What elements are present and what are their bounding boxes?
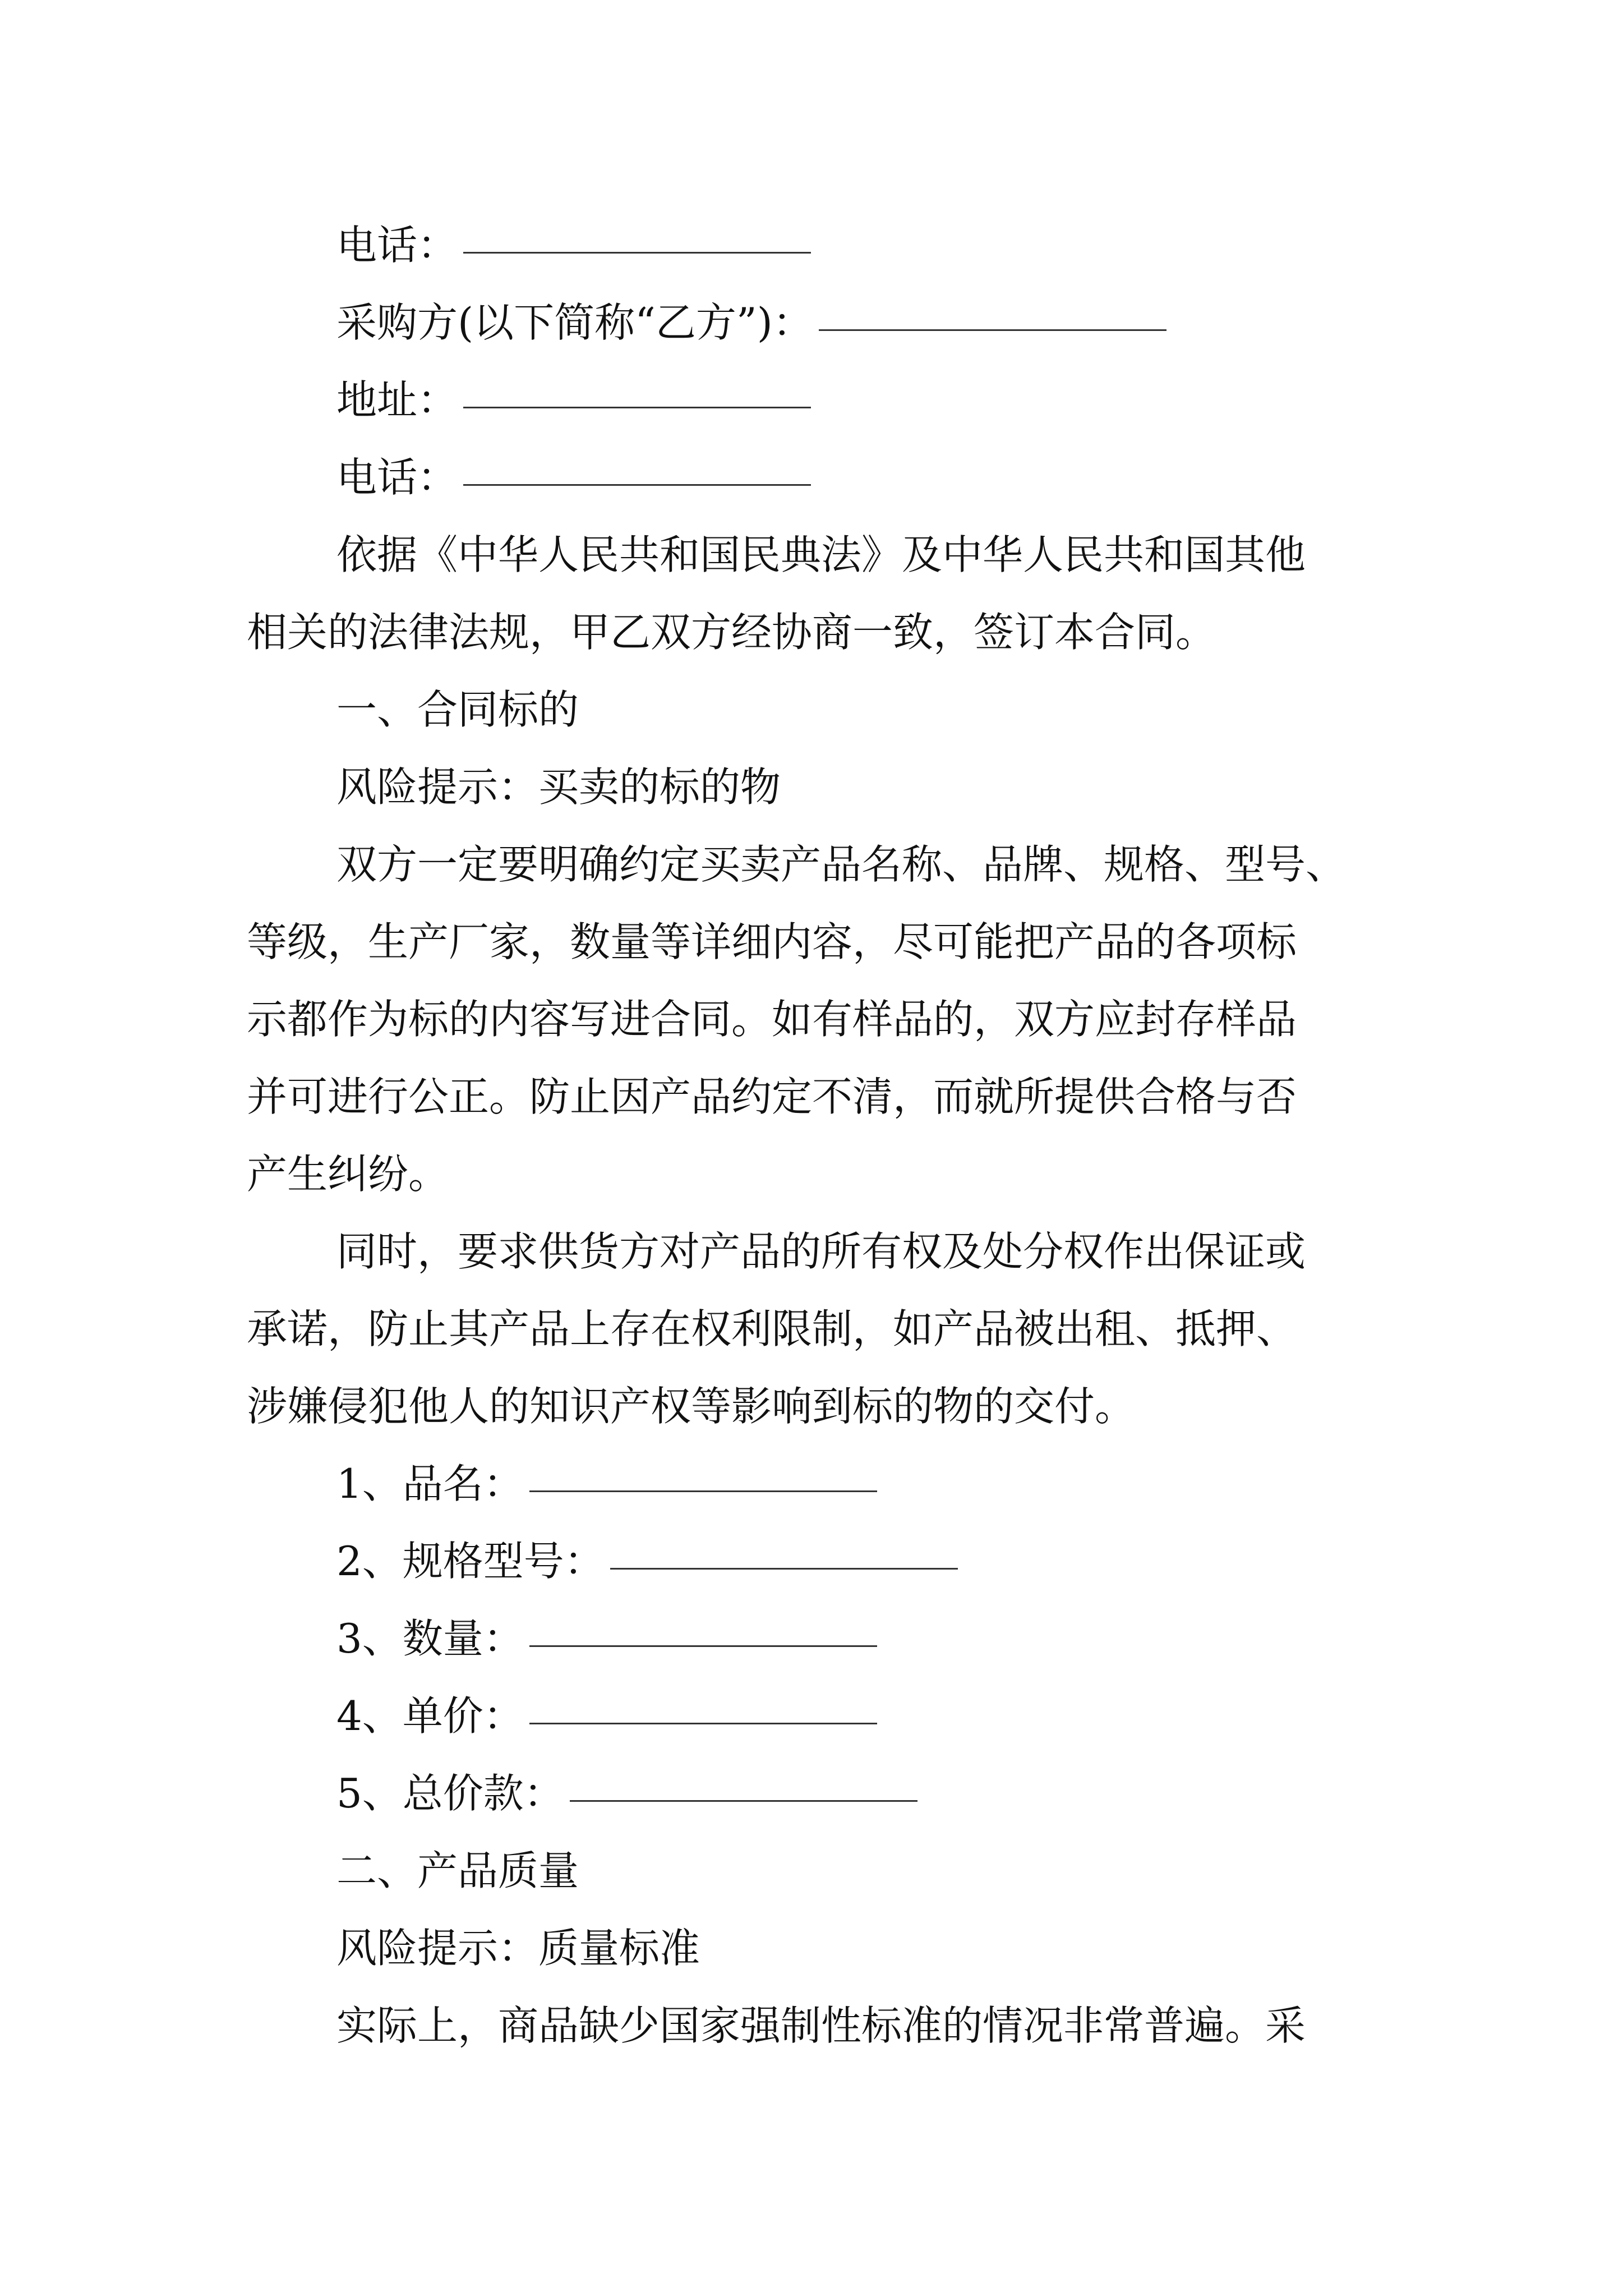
item-total-price-label: 5、总价款： [336, 1770, 564, 1817]
section-heading: 二、产品质量 [336, 1847, 579, 1894]
supplier-phone-line [336, 206, 811, 284]
item-unit-price-line [336, 1677, 877, 1755]
item-name-line [336, 1444, 877, 1523]
supplier-phone-blank[interactable] [463, 213, 811, 254]
paragraph-line: 双方一定要明确约定买卖产品名称、品牌、规格、型号、 [336, 841, 1347, 888]
item-quantity-label: 3、数量： [336, 1615, 524, 1662]
item-unit-price-label: 4、单价： [336, 1692, 524, 1740]
item-total-price-blank[interactable] [570, 1761, 917, 1802]
buyer-address-label: 地址： [336, 376, 458, 424]
risk-tip: 风险提示：买卖的标的物 [336, 763, 781, 811]
paragraph-line: 承诺，防止其产品上存在权利限制，如产品被出租、抵押、 [247, 1305, 1297, 1352]
item-name-label: 1、品名： [336, 1460, 524, 1507]
supplier-phone-label: 电话： [336, 222, 458, 269]
item-spec-blank[interactable] [610, 1529, 958, 1570]
risk-tip: 风险提示：质量标准 [336, 1925, 700, 1972]
buyer-phone-blank[interactable] [463, 445, 811, 486]
buyer-phone-line [336, 438, 811, 517]
buyer-phone-label: 电话： [336, 454, 458, 501]
paragraph-line: 实际上，商品缺少国家强制性标准的情况非常普遍。采 [336, 2002, 1306, 2049]
item-spec-label: 2、规格型号： [336, 1538, 605, 1585]
item-unit-price-blank[interactable] [529, 1683, 877, 1724]
paragraph-line: 依据《中华人民共和国民典法》及中华人民共和国其他 [336, 531, 1306, 578]
buyer-blank[interactable] [819, 290, 1166, 331]
buyer-label: 采购方(以下简称“乙方”)： [336, 299, 813, 346]
paragraph-line: 产生纠纷。 [247, 1151, 449, 1198]
paragraph-line: 涉嫌侵犯他人的知识产权等影响到标的物的交付。 [247, 1383, 1136, 1430]
buyer-address-blank[interactable] [463, 367, 811, 408]
buyer-address-line [336, 361, 811, 439]
paragraph-line: 示都作为标的内容写进合同。如有样品的，双方应封存样品 [247, 996, 1297, 1043]
paragraph-line: 并可进行公正。防止因产品约定不清，而就所提供合格与否 [247, 1073, 1297, 1120]
paragraph-line: 等级，生产厂家，数量等详细内容，尽可能把产品的各项标 [247, 918, 1297, 965]
section-heading: 一、合同标的 [336, 686, 579, 733]
buyer-line [336, 283, 1166, 362]
paragraph-line: 相关的法律法规，甲乙双方经协商一致，签订本合同。 [247, 609, 1216, 656]
item-quantity-line [336, 1599, 877, 1678]
item-quantity-blank[interactable] [529, 1606, 877, 1647]
paragraph-line: 同时，要求供货方对产品的所有权及处分权作出保证或 [336, 1228, 1306, 1275]
item-name-blank[interactable] [529, 1451, 877, 1492]
item-spec-line [336, 1522, 958, 1600]
item-total-price-line [336, 1754, 917, 1833]
